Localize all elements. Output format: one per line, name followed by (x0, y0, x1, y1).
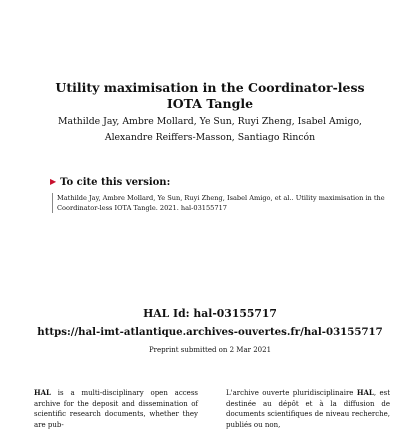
paper-title: Utility maximisation in the Coordinator-less IOTA Tangle (55, 80, 365, 111)
footer-french-pre: L'archive ouverte pluridisciplinaire (226, 389, 357, 397)
hal-name-fr: HAL (356, 388, 374, 397)
hal-url-link[interactable]: https://hal-imt-atlantique.archives-ouvertes.fr/hal-03155717 (37, 326, 383, 338)
author-list: Mathilde Jay, Ambre Mollard, Ye Sun, Ruyi Zheng, Isabel Amigo, Alexandre Reiffers-Masson, Santiago Rincón (57, 116, 362, 143)
citation-text: Mathilde Jay, Ambre Mollard, Ye Sun, Ruyi Zheng, Isabel Amigo, et al.. Utility maximisation in the Coordinator-less IOTA Tangle. 2021. hal-03155717 (52, 193, 405, 213)
footer-english-text: is a multi-disciplinary open access archive for the deposit and dissemination of scientific research documents, whether they are pub- (34, 389, 198, 429)
hal-name: HAL (34, 388, 51, 397)
cite-heading (50, 176, 170, 188)
footer-english-notice (34, 388, 198, 430)
hal-id: HAL Id: hal-03155717 (143, 307, 277, 320)
triangle-right-icon: ▶ (50, 176, 57, 186)
footer-french-text: , est destinée au dépôt et à la diffusion de documents scientifiques de niveau recherche, publiés ou non, (226, 389, 391, 429)
footer-french-notice (226, 388, 390, 430)
submission-date: Preprint submitted on 2 Mar 2021 (148, 346, 272, 354)
cite-heading-label: To cite this version: (60, 177, 171, 188)
